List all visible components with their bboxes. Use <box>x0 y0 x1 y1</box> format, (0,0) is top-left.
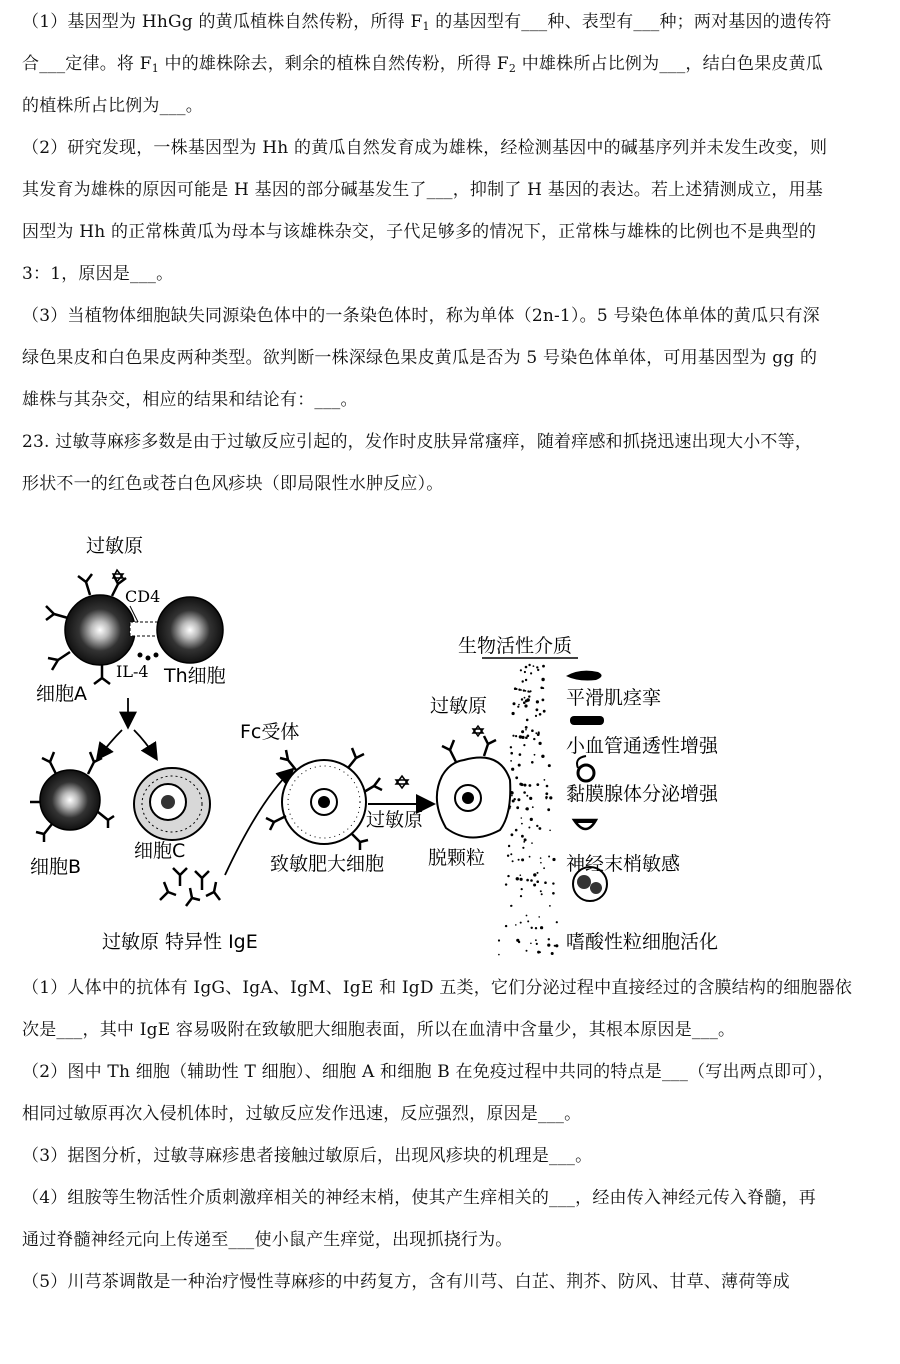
effect-gland-secretion: 黏膜腺体分泌增强 <box>566 783 719 805</box>
q23-intro-line2: 形状不一的红色或苍白色风疹块（即局限性水肿反应）。 <box>22 474 444 494</box>
cell-c <box>134 768 210 840</box>
ige-label: 过敏原 特异性 IgE <box>102 931 258 953</box>
blood-vessel-icon <box>570 716 604 725</box>
effect-smooth-muscle: 平滑肌痉挛 <box>566 687 662 709</box>
allergen-label-mid: 过敏原 <box>366 809 424 831</box>
allergy-mechanism-figure <box>30 530 790 965</box>
il4-dots <box>138 653 159 661</box>
th-cell-label: Th细胞 <box>164 665 226 687</box>
cd4-label: CD4 <box>125 587 161 606</box>
degranulation-label: 脱颗粒 <box>428 847 486 869</box>
effect-eosinophil-activation: 嗜酸性粒细胞活化 <box>566 931 719 953</box>
q23-sub1-line1: （1）人体中的抗体有 IgG、IgA、IgM、IgE 和 IgD 五类，它们分泌过程中直接经过的含膜结构的细胞器依 <box>22 978 853 998</box>
cell-a-label: 细胞A <box>36 683 87 705</box>
allergen-label-top: 过敏原 <box>86 535 144 557</box>
sensitized-mast-cell-label: 致敏肥大细胞 <box>270 853 385 875</box>
split-arrow-right <box>134 730 156 758</box>
mediators-title: 生物活性介质 <box>458 635 573 657</box>
cell-b-label: 细胞B <box>30 856 82 878</box>
allergen-label-right: 过敏原 <box>430 695 488 717</box>
q2-line4: 3：1，原因是___。 <box>22 264 174 284</box>
q23-sub5-line1: （5）川芎茶调散是一种治疗慢性荨麻疹的中药复方，含有川芎、白芷、荆芥、防风、甘草、薄荷等成 <box>22 1272 790 1292</box>
degranulating-mast-cell <box>437 726 510 838</box>
gland-icon <box>577 756 594 781</box>
q2-line2: 其发育为雄株的原因可能是 H 基因的部分碱基发生了___，抑制了 H 基因的表达。若上述猜测成立，用基 <box>22 180 823 200</box>
q2-line3: 因型为 Hh 的正常株黄瓜为母本与该雄株杂交，子代足够多的情况下，正常株与雄株的比例也不是典型的 <box>22 222 817 242</box>
sensitized-mast-cell <box>266 748 382 850</box>
fc-receptor-label: Fc受体 <box>240 721 300 743</box>
nerve-ending-icon <box>574 820 596 829</box>
cell-b <box>30 752 114 842</box>
q23-sub2-line2: 相同过敏原再次入侵机体时，过敏反应发作迅速，反应强烈，原因是___。 <box>22 1104 582 1124</box>
effect-nerve-sensitivity: 神经末梢敏感 <box>566 853 681 875</box>
q1-line3: 的植株所占比例为___。 <box>22 96 203 116</box>
th-cell <box>157 597 223 663</box>
q1-line1: （1）基因型为 HhGg 的黄瓜植株自然传粉，所得 $F_1$ 的基因型有___种、表型有___种；两对基因的遗传符 <box>22 12 832 33</box>
il4-label: IL-4 <box>116 662 149 681</box>
allergen-star-icon-mid <box>396 776 408 788</box>
q23-sub2-line1: （2）图中 Th 细胞（辅助性 T 细胞）、细胞 A 和细胞 B 在免疫过程中共同的特点是___（写出两点即可）， <box>22 1062 835 1082</box>
q23-sub3: （3）据图分析，过敏荨麻疹患者接触过敏原后，出现风疹块的机理是___。 <box>22 1146 593 1166</box>
cell-c-label: 细胞C <box>134 840 186 862</box>
q3-line1: （3）当植物体细胞缺失同源染色体中的一条染色体时，称为单体（2n-1）。5 号染色体单体的黄瓜只有深 <box>22 306 820 326</box>
split-arrow-left <box>98 730 122 758</box>
effect-vessel-permeability: 小血管通透性增强 <box>566 735 719 757</box>
q23-sub4-line2: 通过脊髓神经元向上传递至___使小鼠产生痒觉，出现抓挠行为。 <box>22 1230 513 1250</box>
q23-intro-line1: 23. 过敏荨麻疹多数是由于过敏反应引起的，发作时皮肤异常瘙痒，随着痒感和抓挠迅速出现大小不等， <box>22 432 813 452</box>
q2-line1: （2）研究发现，一株基因型为 Hh 的黄瓜自然发育成为雄株，经检测基因中的碱基序列并未发生改变，则 <box>22 138 828 158</box>
q23-sub4-line1: （4）组胺等生物活性介质刺激痒相关的神经末梢，使其产生痒相关的___，经由传入神经元传入脊髓，再 <box>22 1188 816 1208</box>
smooth-muscle-icon <box>566 671 602 681</box>
cd4-bridge <box>130 622 158 636</box>
q3-line2: 绿色果皮和白色果皮两种类型。欲判断一株深绿色果皮黄瓜是否为 5 号染色体单体，可用基因型为 gg 的 <box>22 348 818 368</box>
q23-sub1-line2: 次是___，其中 IgE 容易吸附在致敏肥大细胞表面，所以在血清中含量少，其根本原因是___。 <box>22 1020 736 1040</box>
ige-antibody-icons <box>160 868 220 906</box>
q3-line3: 雄株与其杂交，相应的结果和结论有：___。 <box>22 390 358 410</box>
q1-line2: 合___定律。将 $F_1$ 中的雄株除去，剩余的植株自然传粉，所得 $F_2$ 中雄株所占比例为___，结白色果皮黄瓜 <box>22 54 824 75</box>
